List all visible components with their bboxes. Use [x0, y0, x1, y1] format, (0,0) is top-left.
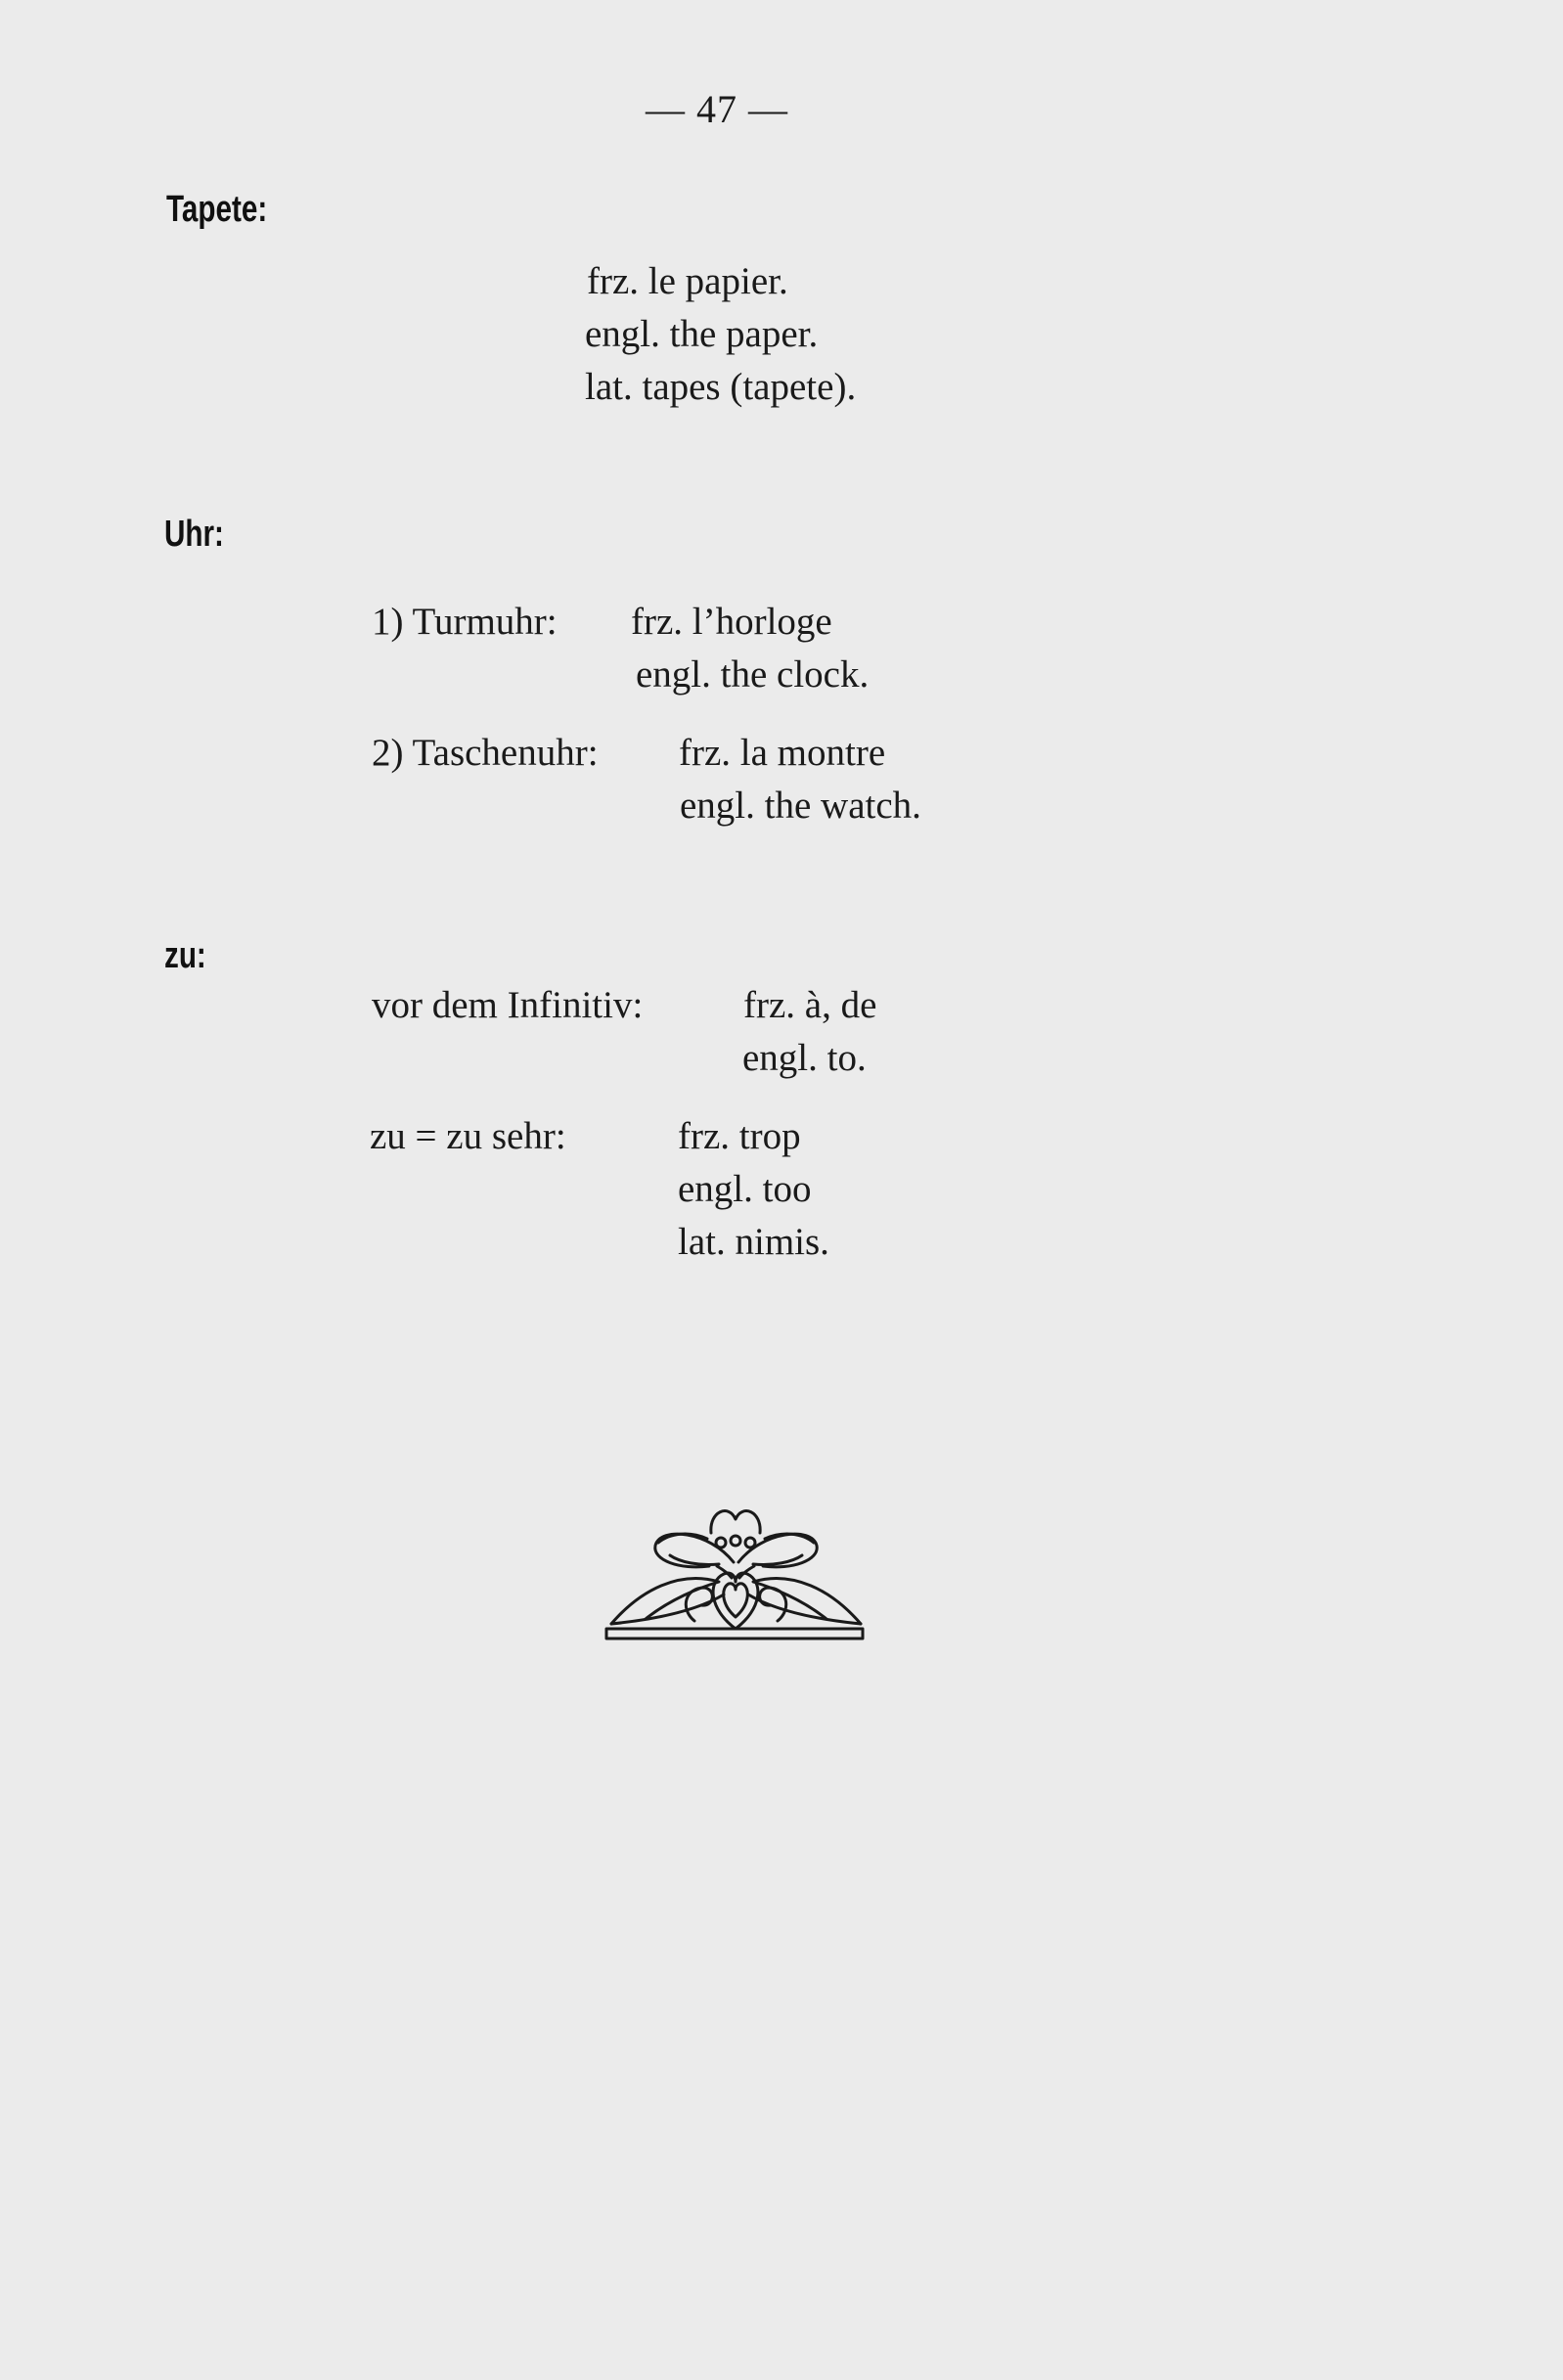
uhr-sense-2-label: 2) Taschenuhr:	[372, 732, 599, 774]
zu-sense-2-engl: engl. too	[678, 1168, 812, 1210]
zu-sense-2-frz: frz. trop	[678, 1115, 801, 1157]
uhr-sense-1-frz: frz. l’horloge	[631, 601, 832, 643]
zu-sense-1-label: vor dem Infinitiv:	[372, 984, 644, 1026]
tapete-line-frz: frz. le papier.	[587, 260, 788, 302]
zu-sense-1-frz: frz. à, de	[743, 984, 877, 1026]
headword-uhr: Uhr:	[164, 514, 224, 555]
tapete-line-lat: lat. tapes (tapete).	[585, 366, 857, 408]
uhr-sense-1-engl: engl. the clock.	[636, 653, 870, 696]
tapete-line-engl: engl. the paper.	[585, 313, 819, 355]
uhr-sense-2-frz: frz. la montre	[679, 732, 886, 774]
zu-sense-1-engl: engl. to.	[742, 1037, 867, 1079]
headword-tapete: Tapete:	[166, 189, 268, 230]
page-number: — 47 —	[646, 87, 788, 131]
headword-zu: zu:	[164, 935, 206, 976]
zu-sense-2-label: zu = zu sehr:	[370, 1115, 566, 1157]
uhr-sense-2-engl: engl. the watch.	[680, 785, 921, 827]
floral-ornament-icon	[602, 1472, 871, 1643]
zu-sense-2-lat: lat. nimis.	[678, 1221, 829, 1263]
uhr-sense-1-label: 1) Turmuhr:	[372, 601, 558, 643]
